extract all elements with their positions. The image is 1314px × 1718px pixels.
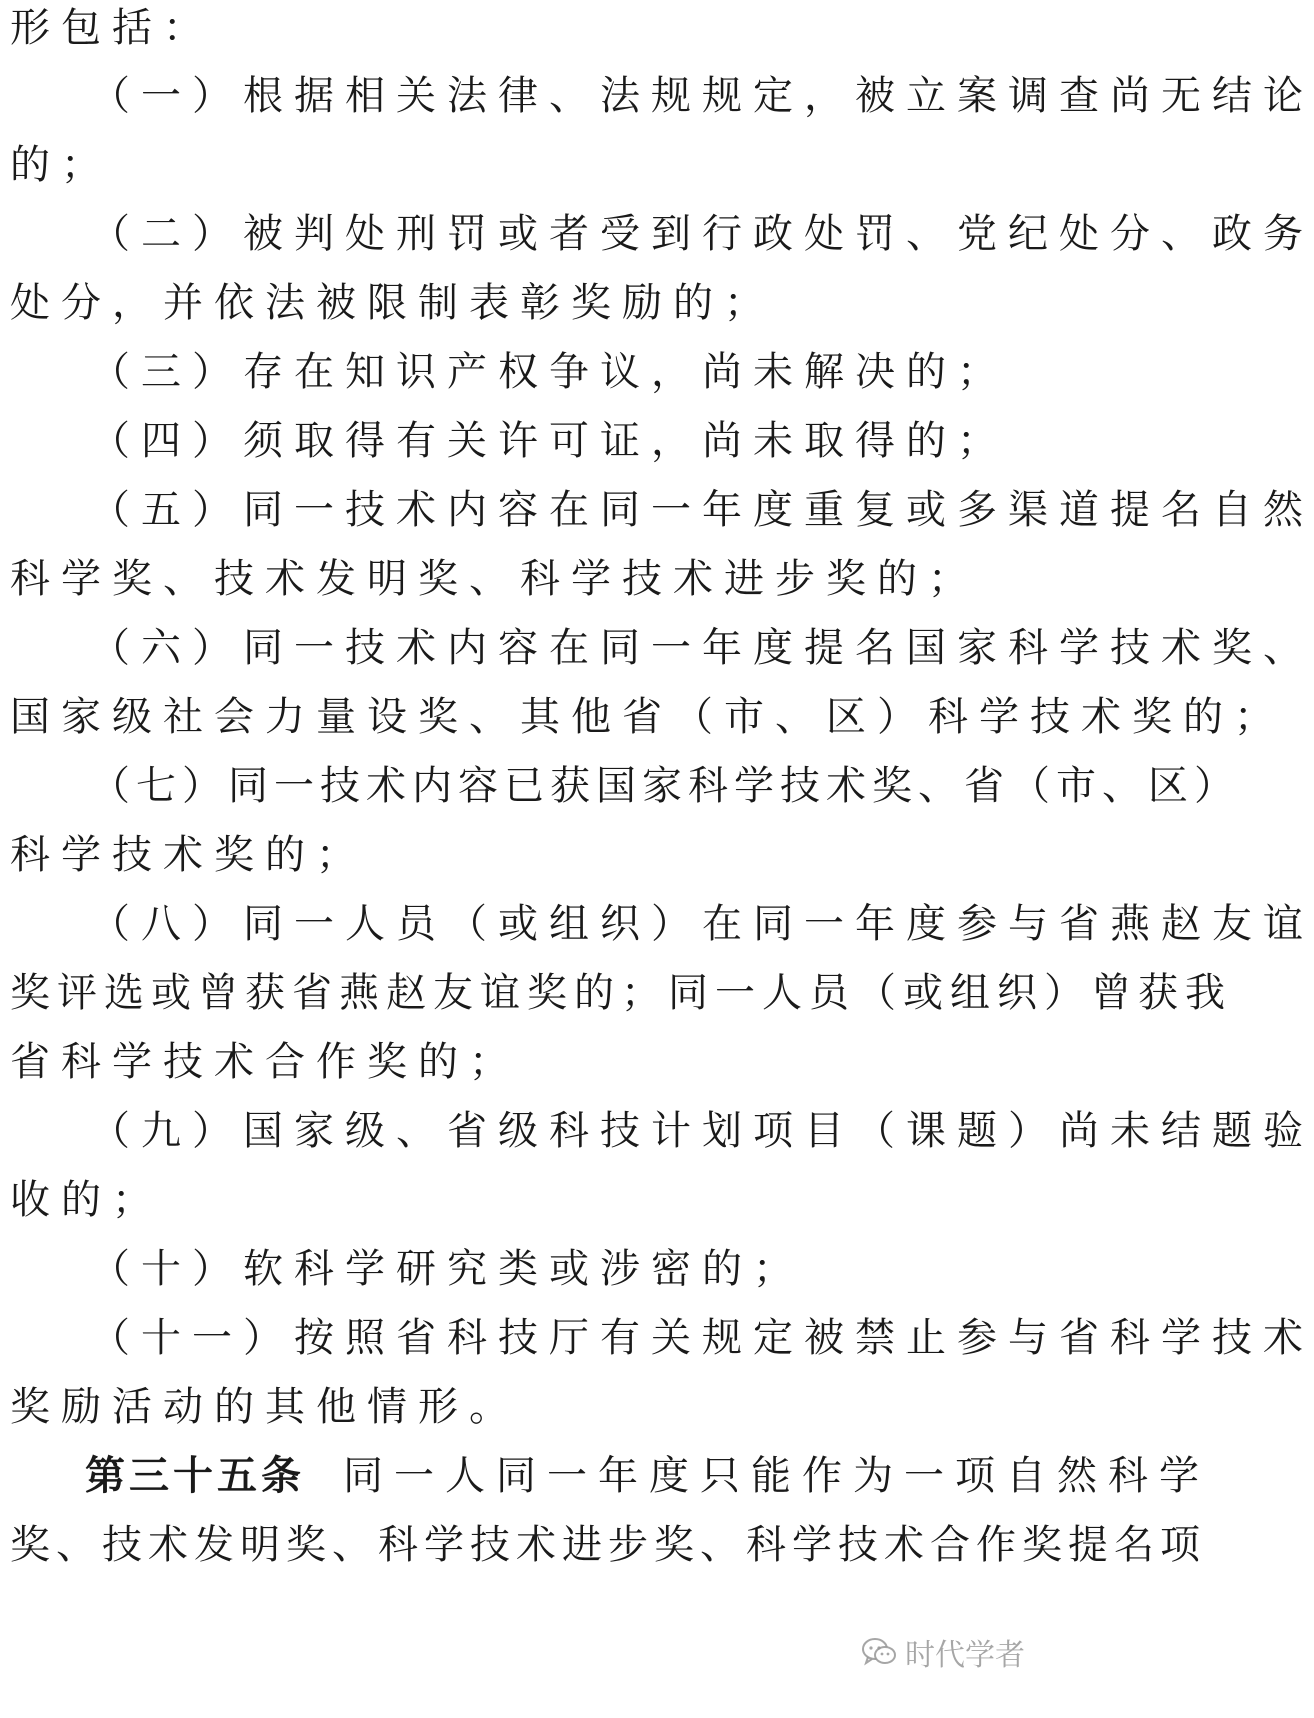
list-item-3: （三）存在知识产权争议，尚未解决的；	[90, 349, 1008, 395]
article-heading: 第三十五条	[85, 1453, 305, 1499]
text-line: 国家级社会力量设奖、其他省（市、区）科学技术奖的；	[10, 694, 1285, 740]
list-item-10: （十）软科学研究类或涉密的；	[90, 1246, 804, 1292]
text-line: 科学技术奖的；	[10, 832, 367, 878]
watermark	[861, 1630, 1025, 1674]
list-item-2: （二）被判处刑罚或者受到行政处罚、党纪处分、政务	[90, 211, 1314, 257]
list-item-1: （一）根据相关法律、法规规定，被立案调查尚无结论	[90, 73, 1314, 119]
list-item-9: （九）国家级、省级科技计划项目（课题）尚未结题验	[90, 1108, 1314, 1154]
list-item-6: （六）同一技术内容在同一年度提名国家科学技术奖、	[90, 625, 1314, 671]
text-line: 处分，并依法被限制表彰奖励的；	[10, 280, 775, 326]
text-line: 省科学技术合作奖的；	[10, 1039, 520, 1085]
text-line: 形包括：	[10, 5, 214, 51]
wechat-icon	[861, 1637, 897, 1667]
text-line: 科学奖、技术发明奖、科学技术进步奖的；	[10, 556, 979, 602]
text-line: 奖励活动的其他情形。	[10, 1384, 520, 1430]
article-text: 同一人同一年度只能作为一项自然科学	[343, 1453, 1210, 1499]
list-item-4: （四）须取得有关许可证，尚未取得的；	[90, 418, 1008, 464]
text-line: 奖评选或曾获省燕赵友谊奖的；同一人员（或组织）曾获我	[10, 970, 1232, 1016]
text-line: 收的；	[10, 1177, 163, 1223]
text-line: 的；	[10, 142, 112, 188]
list-item-8: （八）同一人员（或组织）在同一年度参与省燕赵友谊	[90, 901, 1314, 947]
article-35	[85, 1452, 1210, 1500]
text-line: 奖、技术发明奖、科学技术进步奖、科学技术合作奖提名项	[10, 1522, 1206, 1568]
watermark-text: 时代学者	[905, 1638, 1025, 1673]
list-item-5: （五）同一技术内容在同一年度重复或多渠道提名自然	[90, 487, 1314, 533]
list-item-11: （十一）按照省科技厅有关规定被禁止参与省科学技术	[90, 1315, 1314, 1361]
list-item-7: （七）同一技术内容已获国家科学技术奖、省（市、区）	[90, 763, 1240, 809]
